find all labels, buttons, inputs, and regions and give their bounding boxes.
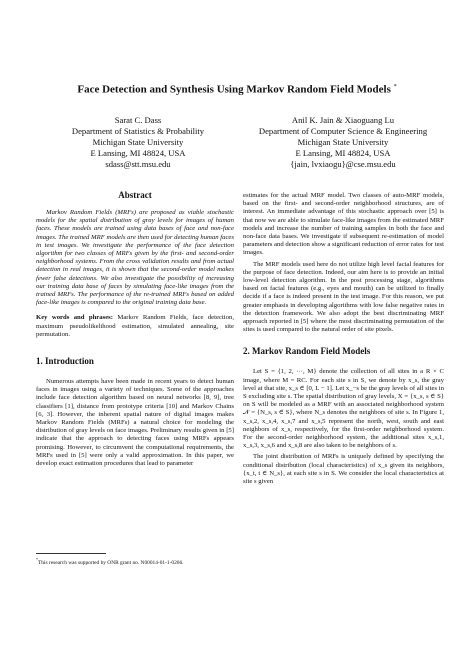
- paragraph-mrf-definition: Let S = {1, 2, ···, M} denote the collection of all sites in a R × C image, where M = RC. For each site s in S, we denote by x_s, the gray level at that site, x_s ∈ [0, L − 1]. Let x_−s be the gray levels of all sites in S excluding site s. The spatial distribution of gray levels, X = {x_s, s ∈ S} on S will be modeled as a MRF with an associated neighborhood system 𝒩 = {N_s, s ∈ S}, where N_s denotes the neighbors of site s. In Figure 1, x_s,2, x_s,4, x_s,7 and x_s,5 represent the north, west, south and east neighbors of x_s, respectively, for the first-order neighborhood system. For the second-order neighborhood system, the additional sites x_s,1, x_s,3, x_s,6 and x_s,8 are also taken to be neighbors of s.: [243, 368, 444, 450]
- author-city: E Lansing, MI 48824, USA: [90, 147, 186, 158]
- author-university: Michigan State University: [297, 136, 389, 147]
- introduction-heading: 1. Introduction: [36, 356, 94, 367]
- section-2-heading: 2. Markov Random Field Models: [243, 346, 371, 357]
- author-department: Department of Statistics & Probability: [71, 125, 205, 136]
- introduction-paragraph: Numerous attempts have been made in recent years to detect human faces in images using a variety of techniques. Some of the approaches include face detection algorithm based on neural networks [8, 9], tree classifiers [1], distance from prototype criteria [10] and Markov Chains [6, 3]. However, the inherent spatial nature of digital images makes Markov Random Fields (MRFs) a natural choice for modeling the distribution of gray levels on face images. Preliminary results given in [5] indicate that the approach to detecting faces using MRFs appears promising. However, to circumvent the computational requirements, the MRFs used in [5] were only a valid approximation. In this paper, we develop exact estimation procedures that lead to parameter: [36, 378, 234, 468]
- author-email: {jain, lvxiaogu}@cse.msu.edu: [290, 158, 396, 169]
- author-name: Sarat C. Dass: [114, 115, 162, 125]
- keywords-text: Markov Random Fields, face detection, maximum pseudolikelihood estimation, simulated annealing, site permutation.: [36, 314, 234, 338]
- paragraph-joint-distribution: The joint distribution of MRFs is uniquely defined by specifying the conditional distribution (local characteristics) of x_s given its neighbors, {x_t, t ∈ N_s}, at each site s in S. We consider the local characteristics at site s given: [243, 453, 444, 486]
- footnote-mark: *: [36, 557, 38, 562]
- author-city: E Lansing, MI 48824, USA: [295, 147, 391, 158]
- abstract-text: Markov Random Fields (MRFs) are proposed as viable stochastic models for the spatial distribution of gray levels for images of human faces. These models are trained using data bases of face and non-face images. The trained MRF models are then used for detecting human faces in test images. We investigate the performance of the face detection algorithm for two classes of MRFs given by the first- and second-order neighborhood systems. From the cross validation results and from actual detection in real images, it is shown that the second-order model makes fewer false detections. We also investigate the possibility of increasing our training data base of faces by simulating face-like images from the trained MRFs. The performance of the re-trained MRFs based on added face-like images is compared to the original training data base.: [36, 209, 234, 307]
- title-text: Face Detection and Synthesis Using Markov Random Field Models: [77, 83, 391, 96]
- author-block-right: [248, 115, 438, 170]
- keywords-label: Key words and phrases:: [36, 314, 113, 322]
- author-name: Anil K. Jain & Xiaoguang Lu: [291, 115, 395, 125]
- title-footnote-mark: *: [393, 84, 397, 90]
- paragraph-mrf-usage: The MRF models used here do not utilize high level facial features for the purpose of face detection. Indeed, our aim here is to provide an initial low-level detection algorithm. In the post processing stage, algorithms based on facial features (e.g., eyes and mouth) can be utilized to finally decide if a face is indeed present in the test image. For this reason, we put greater emphasis in developing algorithms with low false negative rates in the detection framework. We also adopt the best discriminating MRF approach reported in [5] where the most discriminating permutation of the sites is used compared to the natural order of site pixels.: [243, 260, 444, 334]
- author-email: sdass@stt.msu.edu: [105, 158, 171, 169]
- right-column: [243, 192, 444, 486]
- author-department: Department of Computer Science & Engineering: [258, 125, 428, 136]
- author-university: Michigan State University: [92, 136, 184, 147]
- footnote-rule: [36, 553, 106, 554]
- footnote: [36, 556, 236, 567]
- keywords: [36, 314, 234, 339]
- abstract-heading: Abstract: [118, 190, 152, 200]
- paper-title: [0, 80, 474, 97]
- author-block-left: [58, 115, 218, 170]
- left-column: [36, 190, 234, 468]
- footnote-text: This research was supported by ONR grant no. N00014-01-1-0266.: [38, 559, 184, 566]
- paragraph-continued: estimates for the actual MRF model. Two classes of auto-MRF models, based on the first- and second-order neighborhood structures, are of interest. An immediate advantage of this stochastic approach over [5] is that now we are able to simulate face-like images from the estimated MRF models and increase the number of training samples in both the face and non-face data bases. We investigate if subsequent re-estimation of model parameters and detection show a significant reduction of error rates for test images.: [243, 192, 444, 257]
